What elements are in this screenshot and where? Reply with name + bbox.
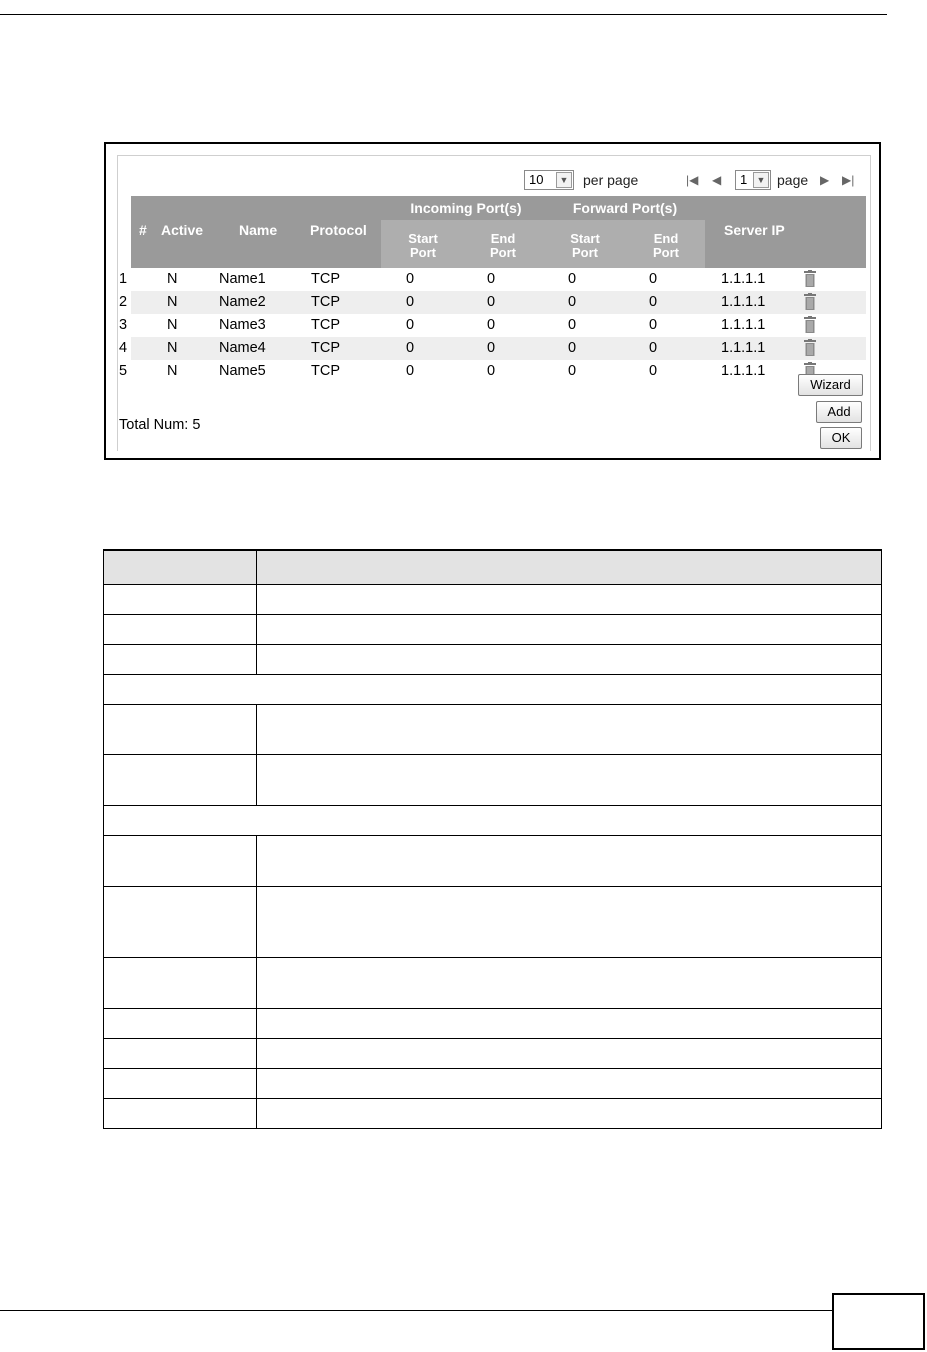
cell-protocol: TCP: [311, 271, 340, 287]
next-page-icon[interactable]: ▶: [820, 173, 830, 187]
cell-fw-end: 0: [649, 271, 658, 287]
description-row: [104, 755, 882, 806]
cell-server-ip: 1.1.1.1: [721, 271, 766, 287]
description-row: [104, 1069, 882, 1099]
description-table: [103, 549, 882, 1129]
cell-fw-end: 0: [649, 340, 658, 356]
cell-fw-end: 0: [649, 317, 658, 333]
col-fw-start-port: Start Port: [570, 231, 600, 260]
last-page-icon[interactable]: ▶|: [842, 173, 855, 187]
description-section-row: [104, 806, 882, 836]
description-row: [104, 1009, 882, 1039]
cell-fw-start: 0: [568, 294, 577, 310]
col-active: Active: [161, 222, 204, 238]
description-row: [104, 645, 882, 675]
page-label: page: [777, 172, 809, 188]
first-page-icon[interactable]: |◀: [686, 173, 699, 187]
trash-icon[interactable]: [803, 316, 817, 334]
cell-name: Name3: [219, 317, 266, 333]
description-row: [104, 705, 882, 755]
table-header: [131, 196, 866, 268]
cell-in-end: 0: [487, 340, 496, 356]
prev-page-icon[interactable]: ◀: [712, 173, 722, 187]
cell-server-ip: 1.1.1.1: [721, 294, 766, 310]
cell-num: 5: [119, 363, 128, 379]
table-row: [119, 360, 866, 383]
description-row: [104, 1039, 882, 1069]
cell-active: N: [167, 340, 178, 356]
cell-num: 2: [119, 294, 128, 310]
nat-panel: [117, 155, 871, 451]
cell-active: N: [167, 271, 178, 287]
cell-server-ip: 1.1.1.1: [721, 317, 766, 333]
cell-protocol: TCP: [311, 317, 340, 333]
cell-fw-start: 0: [568, 317, 577, 333]
ok-button[interactable]: OK: [820, 427, 862, 449]
col-in-end-port: End Port: [490, 231, 516, 260]
cell-in-end: 0: [487, 294, 496, 310]
cell-in-start: 0: [406, 271, 415, 287]
per-page-label: per page: [583, 172, 639, 188]
cell-num: 4: [119, 340, 128, 356]
cell-in-start: 0: [406, 294, 415, 310]
cell-num: 1: [119, 271, 128, 287]
cell-protocol: TCP: [311, 340, 340, 356]
table-row: [119, 314, 866, 337]
cell-active: N: [167, 294, 178, 310]
trash-icon[interactable]: [803, 270, 817, 288]
description-section-row: [104, 675, 882, 705]
cell-fw-end: 0: [649, 294, 658, 310]
cell-name: Name5: [219, 363, 266, 379]
description-row: [104, 585, 882, 615]
per-page-select[interactable]: [524, 170, 574, 190]
col-protocol: Protocol: [310, 222, 367, 238]
table-row: [119, 291, 866, 314]
description-row: [104, 887, 882, 958]
cell-protocol: TCP: [311, 363, 340, 379]
table-row: [119, 268, 866, 291]
cell-fw-end: 0: [649, 363, 658, 379]
chevron-down-icon: ▼: [753, 172, 769, 188]
footer-rule: [0, 1310, 832, 1311]
cell-in-start: 0: [406, 317, 415, 333]
cell-name: Name1: [219, 271, 266, 287]
cell-server-ip: 1.1.1.1: [721, 363, 766, 379]
trash-icon[interactable]: [803, 293, 817, 311]
col-num: #: [139, 222, 147, 238]
col-forward-ports: Forward Port(s): [572, 200, 678, 216]
cell-in-end: 0: [487, 317, 496, 333]
table-row: [119, 337, 866, 360]
description-row: [104, 836, 882, 887]
col-in-start-port: Start Port: [408, 231, 438, 260]
col-server-ip: Server IP: [724, 222, 785, 238]
col-name: Name: [239, 222, 278, 238]
per-page-value: 10: [529, 172, 544, 187]
header-rule: [0, 14, 887, 15]
description-row: [104, 1099, 882, 1129]
trash-icon[interactable]: [803, 339, 817, 357]
add-button[interactable]: Add: [816, 401, 862, 423]
cell-protocol: TCP: [311, 294, 340, 310]
description-row: [104, 958, 882, 1009]
page-number-box: [832, 1293, 925, 1350]
cell-server-ip: 1.1.1.1: [721, 340, 766, 356]
screenshot-frame: [104, 142, 881, 460]
cell-in-end: 0: [487, 363, 496, 379]
cell-in-end: 0: [487, 271, 496, 287]
col-incoming-ports: Incoming Port(s): [410, 200, 522, 216]
cell-fw-start: 0: [568, 363, 577, 379]
chevron-down-icon: ▼: [556, 172, 572, 188]
cell-fw-start: 0: [568, 271, 577, 287]
cell-in-start: 0: [406, 340, 415, 356]
col-fw-end-port: End Port: [653, 231, 679, 260]
page-select[interactable]: [735, 170, 771, 190]
cell-active: N: [167, 363, 178, 379]
cell-num: 3: [119, 317, 128, 333]
page-value: 1: [740, 172, 748, 187]
cell-fw-start: 0: [568, 340, 577, 356]
wizard-button[interactable]: Wizard: [798, 374, 863, 396]
description-header-row: [104, 550, 882, 585]
cell-active: N: [167, 317, 178, 333]
total-count: Total Num: 5: [119, 417, 201, 433]
description-row: [104, 615, 882, 645]
cell-name: Name4: [219, 340, 266, 356]
cell-in-start: 0: [406, 363, 415, 379]
cell-name: Name2: [219, 294, 266, 310]
